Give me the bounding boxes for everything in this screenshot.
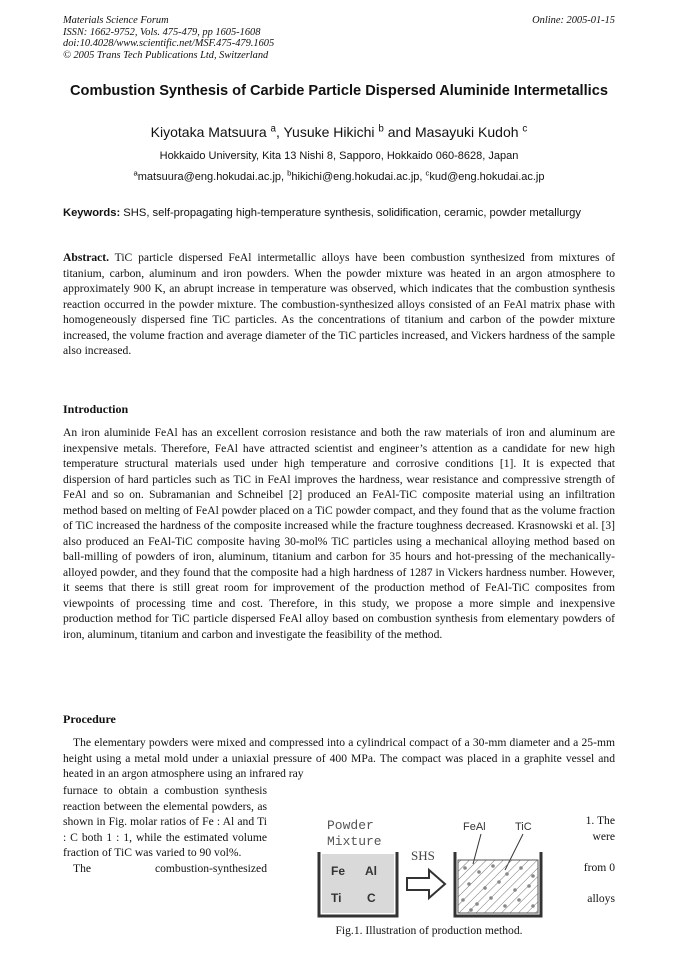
online-date: Online: 2005-01-15 <box>532 15 615 26</box>
right-line-1: 1. The <box>585 814 615 827</box>
procedure-text: The elementary powders were mixed and compressed into a cylindrical compact of a 30-mm diameter and a 25-mm height using a metal mold under a uniaxial pressure of 400 MPa. The compact was placed in a graphite vessel and heated in an argon atmosphere using an infrared ray <box>63 736 615 780</box>
introduction-text: An iron aluminide FeAl has an excellent corrosion resistance and both the raw materials of iron and aluminum are inexpensive metals. Therefore, FeAl have attracted scientist and engineer’s attention as a candidate for new high temperature structural materials used under high temperature and corrosive conditions [1]. It is expected that dispersion of hard particles such as TiC in FeAl improves the hardness, wear resistance and compressive strength of FeAl and so on. Subramanian and Schneibel [2] produced an FeAl-TiC composite material using an infiltration method based on melting of FeAl powder placed on a TiC powder compact, and they found that as the volume fraction of TiC increased the hardness of the composite increased while the fracture toughness decreased. Krasnowski et al. [3] also produced an FeAl-TiC composite having 30-mol% TiC particles using a mechanical alloying method based on ball-milling of powders of iron, aluminum, titanium and carbon for 35 hours and hot-pressing of the mechanically-alloyed powder, and they found that the composite had a high hardness of 1287 in Vickers hardness number. However, it seems that there is still great room for improvement of the production method of FeAl-TiC composites from viewpoints of processing time and cost. Therefore, in this study, we propose a more simple and inexpensive production method for TiC particle dispersed FeAl alloy based on combustion synthesis from elementary powders of iron, aluminum, titanium and carbon and investigate the feasibility of the method. <box>63 426 615 641</box>
feal-label: FeAl <box>463 821 486 833</box>
procedure-left-last-line: The combustion-synthesized <box>73 861 267 875</box>
shs-label: SHS <box>411 848 435 863</box>
procedure-heading: Procedure <box>63 712 116 726</box>
author-list <box>63 123 615 141</box>
author-3-mark: c <box>522 123 528 135</box>
keywords-label: Keywords: <box>63 207 121 219</box>
journal-issn: ISSN: 1662-9752, Vols. 475-479, pp 1605-1608 <box>63 26 261 38</box>
author-3: Masayuki Kudoh <box>415 124 519 140</box>
email-list <box>63 170 615 184</box>
email-b[interactable]: hikichi@eng.hokudai.ac.jp, <box>291 171 426 183</box>
procedure-right-column <box>560 813 615 906</box>
right-line-4: from 0 <box>583 860 615 874</box>
al-label: Al <box>365 864 377 878</box>
author-2: Yusuke Hikichi <box>283 124 375 140</box>
right-line-6: alloys <box>587 891 615 905</box>
paper-title: Combustion Synthesis of Carbide Particle Dispersed Aluminide Intermetallics <box>70 83 608 99</box>
author-2-mark: b <box>378 123 384 135</box>
journal-name: Materials Science Forum <box>63 15 169 26</box>
journal-doi[interactable]: doi:10.4028/www.scientific.net/MSF.475-479.1605 <box>63 38 275 50</box>
ti-label: Ti <box>331 891 342 905</box>
abstract <box>63 250 615 359</box>
email-b-mark: b <box>287 168 292 178</box>
keywords <box>63 206 615 221</box>
procedure-left-text: furnace to obtain a combustion synthesis reaction between the elemental powders, as shown in Fig. molar ratios of Fe : Al and Ti : C both 1 : 1, while the estimated volume fraction of TiC was varied to 90 vol%. <box>63 784 267 859</box>
journal-copyright: © 2005 Trans Tech Publications Ltd, Switzerland <box>63 49 269 61</box>
abstract-label: Abstract. <box>63 251 110 264</box>
powder-label-1: Powder <box>327 818 374 833</box>
introduction-heading: Introduction <box>63 402 129 416</box>
procedure-left-column <box>63 783 267 876</box>
tic-label: TiC <box>515 821 532 833</box>
right-line-2: were <box>592 829 615 843</box>
keywords-text: SHS, self-propagating high-temperature synthesis, solidification, ceramic, powder metallurgy <box>120 207 581 219</box>
email-c[interactable]: kud@eng.hokudai.ac.jp <box>429 171 545 183</box>
email-a[interactable]: matsuura@eng.hokudai.ac.jp, <box>137 171 288 183</box>
fe-label: Fe <box>331 864 346 878</box>
production-method-figure <box>305 812 553 922</box>
shs-arrow-icon <box>407 870 445 898</box>
author-1-mark: a <box>270 123 276 135</box>
author-separator-1: , <box>275 124 284 140</box>
powder-label-2: Mixture <box>327 834 382 849</box>
synthesized-alloy <box>458 860 538 913</box>
affiliation: Hokkaido University, Kita 13 Nishi 8, Sapporo, Hokkaido 060-8628, Japan <box>159 150 519 162</box>
abstract-text: TiC particle dispersed FeAl intermetallic alloys have been combustion synthesized from mixtures of titanium, carbon, aluminum and iron powders. When the powder mixture was heated in an argon atmosphere to approximately 900 K, an abrupt increase in temperature was observed, which indicates that the combustion synthesis reaction occurred in the powder mixture. The combustion-synthesized alloys consisted of an FeAl matrix phase with homogeneously dispersed fine TiC particles. As the concentrations of titanium and carbon of the powder mixture increased, the volume fraction and average diameter of the TiC particles increased, and Vickers hardness of the sample also increased. <box>63 251 615 357</box>
right-line-5 <box>560 875 615 891</box>
figure-caption: Fig.1. Illustration of production method. <box>335 924 523 937</box>
c-label: C <box>367 891 376 905</box>
journal-header <box>63 15 274 61</box>
author-1: Kiyotaka Matsuura <box>150 124 267 140</box>
email-c-mark: c <box>425 168 430 178</box>
email-a-mark: a <box>133 168 138 178</box>
right-line-3 <box>560 844 615 860</box>
author-separator-2: and <box>383 124 416 140</box>
